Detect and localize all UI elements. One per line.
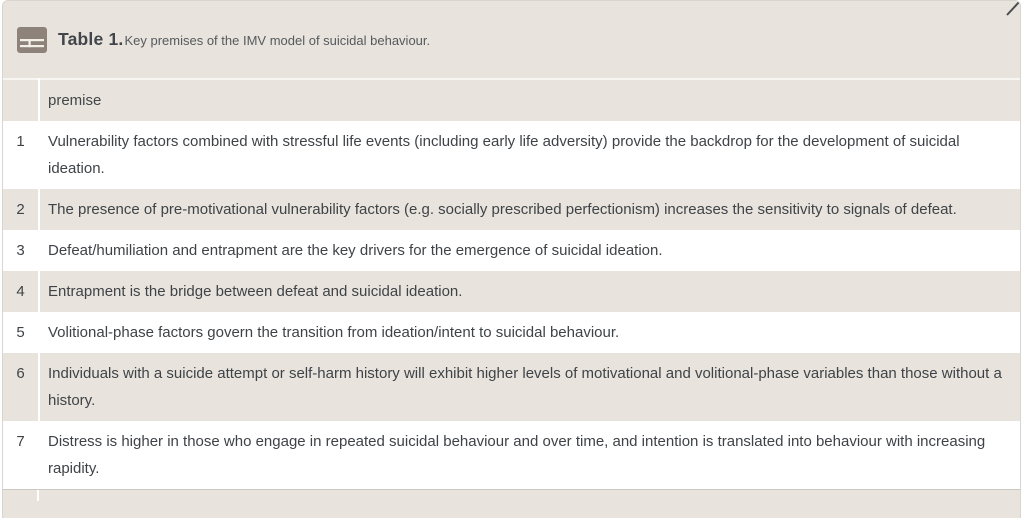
premise-text: The presence of pre-motivational vulnerability factors (e.g. socially prescribed perfectionism) increases the sensitivity to signals of defeat. [48, 201, 957, 218]
table-icon [17, 27, 47, 53]
premise-number: 2 [3, 189, 39, 230]
premise-number: 3 [3, 230, 39, 271]
premise-text: Vulnerability factors combined with stressful life events (including early life adversity) provide the backdrop for the development of suicidal ideation. [48, 133, 960, 177]
premise-text: Individuals with a suicide attempt or self-harm history will exhibit higher levels of motivational and volitional-phase variables than those without a history. [48, 365, 1002, 409]
premise-text: Entrapment is the bridge between defeat and suicidal ideation. [48, 283, 463, 300]
premise-column-header: premise [48, 92, 102, 109]
premise-text: Defeat/humiliation and entrapment are the key drivers for the emergence of suicidal ideation. [48, 242, 663, 259]
premise-number: 6 [3, 353, 39, 421]
premise-number: 4 [3, 271, 39, 312]
table-caption-band [3, 1, 1020, 78]
table-footer-strip [3, 489, 1020, 501]
table-row [3, 189, 1020, 230]
table-header-row [3, 79, 1020, 121]
table-row [3, 271, 1020, 312]
expand-arrow-icon[interactable] [1004, 0, 1021, 16]
table-title: Table 1. [58, 29, 124, 49]
footer-number-column-spacer [3, 490, 39, 501]
premise-text: Distress is higher in those who engage in repeated suicidal behaviour and over time, and intention is translated into behaviour with increasing rapidity. [48, 433, 986, 477]
premises-table [3, 78, 1020, 489]
table-row [3, 421, 1020, 489]
premise-text: Volitional-phase factors govern the transition from ideation/intent to suicidal behaviour. [48, 324, 620, 341]
table-row [3, 312, 1020, 353]
premise-number: 7 [3, 421, 39, 489]
premise-number: 1 [3, 121, 39, 189]
number-column-header [3, 79, 39, 121]
table-caption: Key premises of the IMV model of suicidal behaviour. [124, 33, 431, 48]
table-row [3, 121, 1020, 189]
table-row [3, 230, 1020, 271]
table-card [2, 0, 1021, 518]
table-row [3, 353, 1020, 421]
premise-number: 5 [3, 312, 39, 353]
